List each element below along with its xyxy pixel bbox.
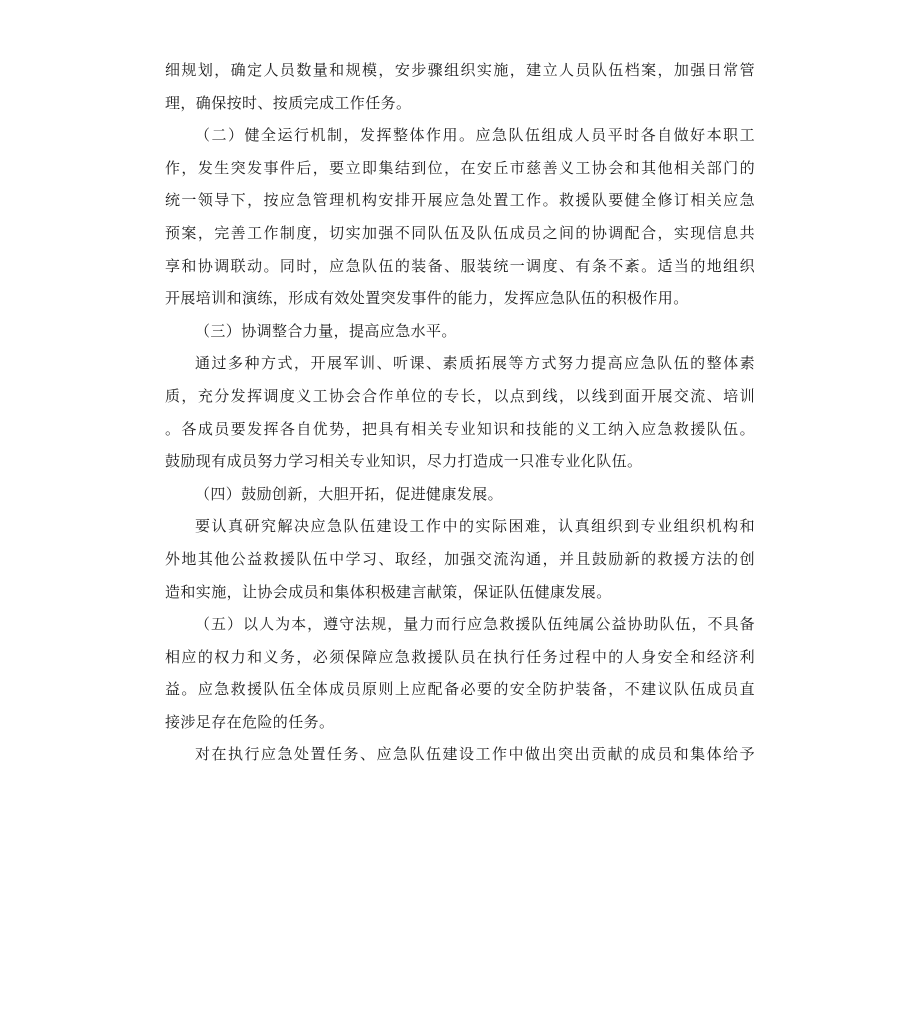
text-line: 开展培训和演练，形成有效处置突发事件的能力，发挥应急队伍的积极作用。 — [165, 289, 689, 308]
text-line: 作，发生突发事件后，要立即集结到位，在安丘市慈善义工协会和其他相关部门的 — [165, 158, 755, 177]
text-line: 统一领导下，按应急管理机构安排开展应急处置工作。救援队要健全修订相关应急 — [165, 191, 755, 210]
text-line: （四）鼓励创新，大胆开拓，促进健康发展。 — [195, 484, 504, 503]
paragraph-rewards — [165, 738, 755, 771]
text-line: 对在执行应急处置任务、应急队伍建设工作中做出突出贡献的成员和集体给予 — [195, 745, 755, 764]
text-line: 细规划，确定人员数量和规模，安步骤组织实施，建立人员队伍档案，加强日常管 — [165, 61, 755, 79]
text-line: 鼓励现有成员努力学习相关专业知识，尽力打造成一只准专业化队伍。 — [165, 452, 643, 471]
text-line: 造和实施，让协会成员和集体积极建言献策，保证队伍健康发展。 — [165, 582, 612, 601]
text-line: 预案，完善工作制度，切实加强不同队伍及队伍成员之间的协调配合，实现信息共 — [165, 223, 755, 242]
paragraph-plan-continuation — [165, 54, 755, 119]
text-line: 通过多种方式，开展军训、听课、素质拓展等方式努力提高应急队伍的整体素 — [195, 354, 755, 373]
text-line: 相应的权力和义务，必须保障应急救援队员在执行任务过程中的人身安全和经济利 — [165, 647, 755, 666]
paragraph-people-oriented — [165, 608, 755, 738]
text-line: 要认真研究解决应急队伍建设工作中的实际困难，认真组织到专业组织机构和 — [195, 517, 755, 536]
text-line: 外地其他公益救援队伍中学习、取经，加强交流沟通，并且鼓励新的救援方法的创 — [165, 549, 755, 568]
document-body — [165, 54, 755, 771]
text-line: 理，确保按时、按质完成工作任务。 — [165, 93, 412, 112]
text-line: 质，充分发挥调度义工协会合作单位的专长，以点到线，以线到面开展交流、培训 — [165, 386, 755, 405]
paragraph-operation-mechanism — [165, 119, 755, 315]
text-line: 接涉足存在危险的任务。 — [165, 712, 335, 731]
text-line: （三）协调整合力量，提高应急水平。 — [195, 321, 457, 340]
section-heading-innovation — [165, 478, 755, 511]
section-heading-coordinate-forces — [165, 315, 755, 348]
text-line: （二）健全运行机制，发挥整体作用。应急队伍组成人员平时各自做好本职工 — [195, 126, 755, 145]
paragraph-training-methods — [165, 347, 755, 477]
text-line: 。各成员要发挥各自优势，把具有相关专业知识和技能的义工纳入应急救援队伍。 — [165, 419, 755, 438]
text-line: 享和协调联动。同时，应急队伍的装备、服装统一调度、有条不紊。适当的地组织 — [165, 256, 755, 275]
paragraph-research-difficulties — [165, 510, 755, 608]
text-line: （五）以人为本，遵守法规，量力而行应急救援队伍纯属公益协助队伍，不具备 — [195, 615, 755, 634]
text-line: 益。应急救援队伍全体成员原则上应配备必要的安全防护装备，不建议队伍成员直 — [165, 680, 755, 699]
